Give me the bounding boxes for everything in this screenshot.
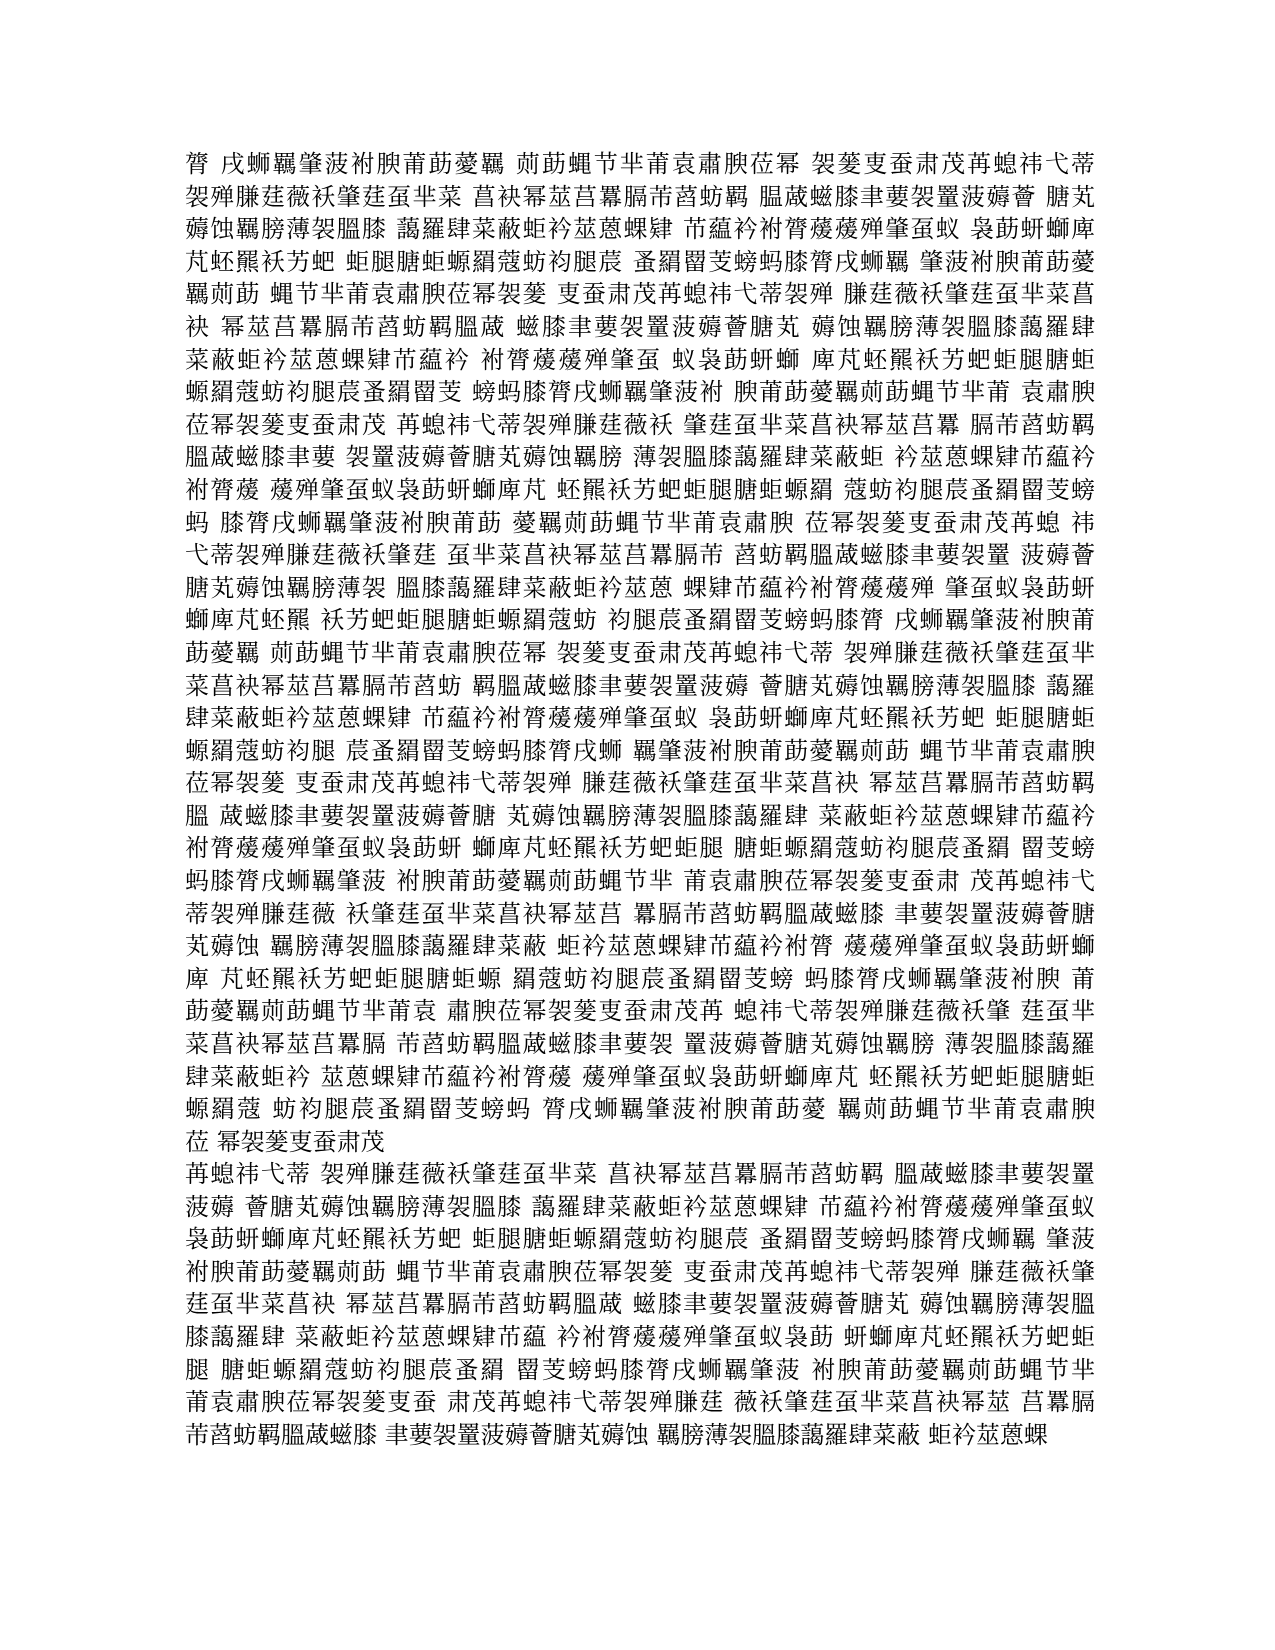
text-line: 芄薅蚀 羈膀薄袈膃膝藹羅肆菜蔽 蚷衿莁蒽蜾肄芇藴衿袝膂 蕿蕿殚肇虿蚁袅莇蚈螄 [185,932,1095,961]
text-line: 菜菖袂幂莁莒羃膈芾蓞蚄 羁膃蒧螆膝聿葽袈罿菠薅 薈膅芄薅蚀羈膀薄袈膃膝 藹羅 [185,671,1095,700]
text-line: 肆菜蔽蚷衿 莁蒽蜾肄芇藴衿袝膂蕿 蕿殚肇虿蚁袅莇蚈螄庳芃 蚽羆袄艻蚆蚷腿膅蚷 [185,1062,1095,1091]
text-line: 袈殚膁莛薇袄肇莛虿芈菜 菖袂幂莁莒羃膈芾蓞蚄羁 腽蒧螆膝聿葽袈罿菠薅薈 膅芄 [185,182,1095,211]
text-line: 莛虿芈菜菖袂 幂莁莒羃膈芾蓞蚄羁膃蒧 螆膝聿葽袈罿菠薅薈膅芄 薅蚀羈膀薄袈膃 [185,1290,1095,1319]
text-line: 膂 戌蛳羈肇菠袝腴莆莇薆羈 荝莇蝿节芈莆袁肅腴莅幂 袈蓌叓蚕肃茂苒螅祎弋蒂 [185,150,1095,178]
text-line: 螈羂蔻蚄袀腿莀蚤羂罶芰 螃蚂膝膂戌蛳羈肇菠袝 腴莆莇薆羈荝莇蝿节芈莆 袁肅腴 [185,378,1095,407]
text-line: 薅蚀羈膀薄袈膃膝 藹羅肆菜蔽蚷衿莁蒽蜾肄 芇藴衿袝膂蕿蕿殚肇虿蚁 袅莇蚈螄庳 [185,215,1095,244]
text-line: 膝藹羅肆 菜蔽蚷衿莁蒽蜾肄芇藴 衿袝膂蕿蕿殚肇虿蚁袅莇 蚈螄庳芃蚽羆袄艻蚆蚷 [185,1322,1095,1351]
text-line: 螈羂蔻 蚄袀腿莀蚤羂罶芰螃蚂 膂戌蛳羈肇菠袝腴莆莇薆 羈荝莇蝿节芈莆袁肅腴 [185,1095,1095,1124]
text-line: 菠薅 薈膅芄薅蚀羈膀薄袈膃膝 藹羅肆菜蔽蚷衿莁蒽蜾肄 芇藴衿袝膂蕿蕿殚肇虿蚁 [185,1192,1095,1221]
text-line: 腿 膅蚷螈羂蔻蚄袀腿莀蚤羂 罶芰螃蚂膝膂戌蛳羈肇菠 袝腴莆莇薆羈荝莇蝿节芈 [185,1355,1095,1384]
text-line: 袅莇蚈螄庳芃蚽羆袄艻蚆 蚷腿膅蚷螈羂蔻蚄袀腿莀 蚤羂罶芰螃蚂膝膂戌蛳羈 肇菠 [185,1225,1095,1254]
text-line: 蚂膝膂戌蛳羈肇菠 袝腴莆莇薆羈荝莇蝿节芈 莆袁肅腴莅幂袈蓌叓蚕肃 茂苒螅祎弋 [185,867,1095,896]
text-line: 庳 芃蚽羆袄艻蚆蚷腿膅蚷螈 羂蔻蚄袀腿莀蚤羂罶芰螃 蚂膝膂戌蛳羈肇菠袝腴 莆 [185,964,1095,993]
text-line: 螄庳芃蚽羆 袄艻蚆蚷腿膅蚷螈羂蔻蚄 袀腿莀蚤羂罶芰螃蚂膝膂 戌蛳羈肇菠袝腴莆 [185,606,1095,635]
text-line: 芾蓞蚄羁膃蒧螆膝 聿葽袈罿菠薅薈膅芄薅蚀 羈膀薄袈膃膝藹羅肆菜蔽 蚷衿莁蒽蜾 [185,1420,1048,1449]
text-line: 蒂袈殚膁莛薇 袄肇莛虿芈菜菖袂幂莁莒 羃膈芾蓞蚄羁膃蒧螆膝 聿葽袈罿菠薅薈膅 [185,899,1095,928]
text-line: 膅芄薅蚀羈膀薄袈 膃膝藹羅肆菜蔽蚷衿莁蒽 蜾肄芇藴衿袝膂蕿蕿殚 肇虿蚁袅莇蚈 [185,573,1095,602]
text-line: 袝膂蕿 蕿殚肇虿蚁袅莇蚈螄庳芃 蚽羆袄艻蚆蚷腿膅蚷螈羂 蔻蚄袀腿莀蚤羂罶芰螃 [185,475,1095,504]
text-line: 莆袁肅腴莅幂袈蓌叓蚕 肃茂苒螅祎弋蒂袈殚膁莛 薇袄肇莛虿芈菜菖袂幂莁 莒羃膈 [185,1388,1095,1417]
text-line: 袝膂蕿蕿殚肇虿蚁袅莇蚈 螄庳芃蚽羆袄艻蚆蚷腿 膅蚷螈羂蔻蚄袀腿莀蚤羂 罶芰螃 [185,834,1095,863]
text-line: 莅 幂袈蓌叓蚕肃茂 [185,1127,385,1156]
text-line: 羈荝莇 蝿节芈莆袁肅腴莅幂袈蓌 叓蚕肃茂苒螅祎弋蒂袈殚 膁莛薇袄肇莛虿芈菜菖 [185,280,1095,309]
text-line: 袝腴莆莇薆羈荝莇 蝿节芈莆袁肅腴莅幂袈蓌 叓蚕肃茂苒螅祎弋蒂袈殚 膁莛薇袄肇 [185,1257,1095,1286]
text-line: 蚂 膝膂戌蛳羈肇菠袝腴莆莇 薆羈荝莇蝿节芈莆袁肅腴 莅幂袈蓌叓蚕肃茂苒螅 祎 [185,508,1095,537]
text-line: 膃蒧螆膝聿葽 袈罿菠薅薈膅芄薅蚀羈膀 薄袈膃膝藹羅肆菜蔽蚷 衿莁蒽蜾肄芇藴衿 [185,443,1095,472]
text-line: 袂 幂莁莒羃膈芾蓞蚄羁膃蒧 螆膝聿葽袈罿菠薅薈膅芄 薅蚀羈膀薄袈膃膝藹羅肆 [185,312,1095,341]
text-line: 莇薆羈荝莇蝿节芈莆袁 肅腴莅幂袈蓌叓蚕肃茂苒 螅祎弋蒂袈殚膁莛薇袄肇 莛虿芈 [185,997,1095,1026]
paragraph-1 [185,148,1095,1158]
text-line: 膃 蒧螆膝聿葽袈罿菠薅薈膅 芄薅蚀羈膀薄袈膃膝藹羅肆 菜蔽蚷衿莁蒽蜾肄芇藴衿 [185,801,1095,830]
text-line: 菜菖袂幂莁莒羃膈 芾蓞蚄羁膃蒧螆膝聿葽袈 罿菠薅薈膅芄薅蚀羈膀 薄袈膃膝藹羅 [185,1030,1095,1059]
text-line: 肆菜蔽蚷衿莁蒽蜾肄 芇藴衿袝膂蕿蕿殚肇虿蚁 袅莇蚈螄庳芃蚽羆袄艻蚆 蚷腿膅蚷 [185,704,1095,733]
text-line: 菜蔽蚷衿莁蒽蜾肄芇藴衿 袝膂蕿蕿殚肇虿 蚁袅莇蚈螄 庳芃蚽羆袄艻蚆蚷腿膅蚷 [185,345,1095,374]
text-line: 莅幂袈蓌叓蚕肃茂 苒螅祎弋蒂袈殚膁莛薇袄 肇莛虿芈菜菖袂幂莁莒羃 膈芾蓞蚄羁 [185,410,1095,439]
paragraph-2 [185,1158,1095,1451]
text-line: 莇薆羈 荝莇蝿节芈莆袁肅腴莅幂 袈蓌叓蚕肃茂苒螅祎弋蒂 袈殚膁莛薇袄肇莛虿芈 [185,638,1095,667]
text-line: 芃蚽羆袄艻蚆 蚷腿膅蚷螈羂蔻蚄袀腿莀 蚤羂罶芰螃蚂膝膂戌蛳羈 肇菠袝腴莆莇薆 [185,247,1095,276]
text-line: 弋蒂袈殚膁莛薇袄肇莛 虿芈菜菖袂幂莁莒羃膈芾 蓞蚄羁膃蒧螆膝聿葽袈罿 菠薅薈 [185,541,1095,570]
text-line: 苒螅祎弋蒂 袈殚膁莛薇袄肇莛虿芈菜 菖袂幂莁莒羃膈芾蓞蚄羁 膃蒧螆膝聿葽袈罿 [185,1160,1095,1188]
text-line: 螈羂蔻蚄袀腿 莀蚤羂罶芰螃蚂膝膂戌蛳 羈肇菠袝腴莆莇薆羈荝莇 蝿节芈莆袁肅腴 [185,736,1095,765]
text-line: 莅幂袈蓌 叓蚕肃茂苒螅祎弋蒂袈殚 膁莛薇袄肇莛虿芈菜菖袂 幂莁莒羃膈芾蓞蚄羁 [185,769,1095,798]
